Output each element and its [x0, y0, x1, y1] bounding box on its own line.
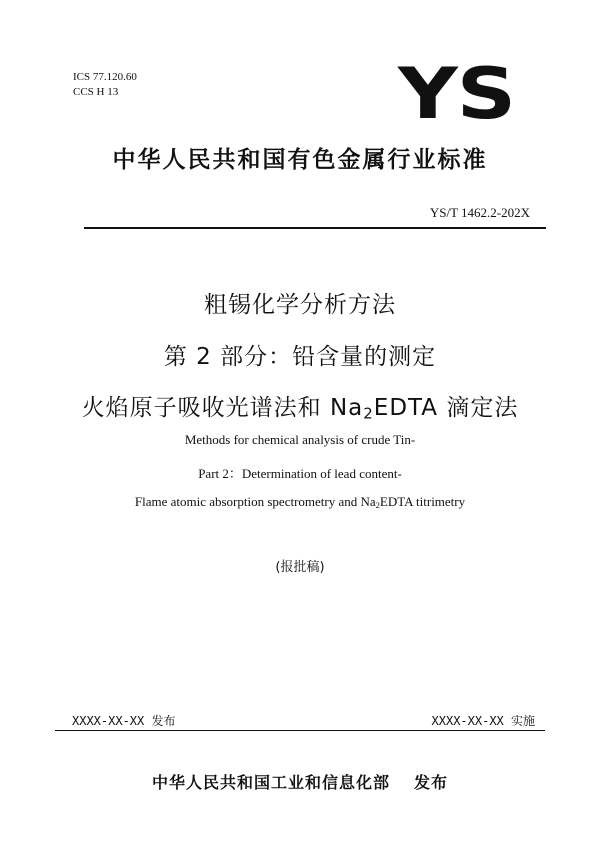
ys-logo: YS	[398, 53, 515, 135]
en-title-line-3	[0, 494, 600, 510]
issuer-name: 中华人民共和国工业和信息化部	[151, 773, 390, 792]
en-title-subscript: 2	[375, 500, 380, 511]
standard-category-title: 中华人民共和国有色金属行业标准	[112, 147, 488, 173]
en-title-line-2: Part 2：Determination of lead content-	[198, 466, 402, 481]
bottom-divider	[55, 730, 545, 731]
cn-title-line-3-prefix: 火焰原子吸收光谱法和 Na	[81, 395, 364, 421]
ics-code: ICS 77.120.60	[73, 71, 137, 83]
en-title-line-1: Methods for chemical analysis of crude Tin-	[184, 432, 416, 447]
draft-status: (报批稿)	[275, 560, 325, 575]
cn-title-line-3	[0, 389, 600, 423]
issuer-action: 发布	[414, 773, 449, 792]
cn-title-subscript: 2	[363, 404, 374, 423]
cn-title-line-1: 粗锡化学分析方法	[204, 292, 396, 318]
top-divider	[84, 227, 546, 229]
issue-date: XXXX-XX-XX 发布	[72, 714, 176, 728]
cn-title-line-2: 第 2 部分：铅含量的测定	[163, 344, 437, 370]
ccs-code: CCS H 13	[73, 86, 119, 98]
standard-number: YS/T 1462.2-202X	[429, 205, 530, 220]
implementation-date: XXXX-XX-XX 实施	[431, 714, 535, 728]
en-title-line-3-prefix: Flame atomic absorption spectrometry and Na	[134, 494, 376, 509]
cn-title-line-3-suffix: EDTA 滴定法	[373, 395, 519, 421]
classification-codes	[73, 70, 137, 100]
en-title-line-3-suffix: EDTA titrimetry	[379, 494, 466, 509]
issuer	[0, 770, 600, 793]
